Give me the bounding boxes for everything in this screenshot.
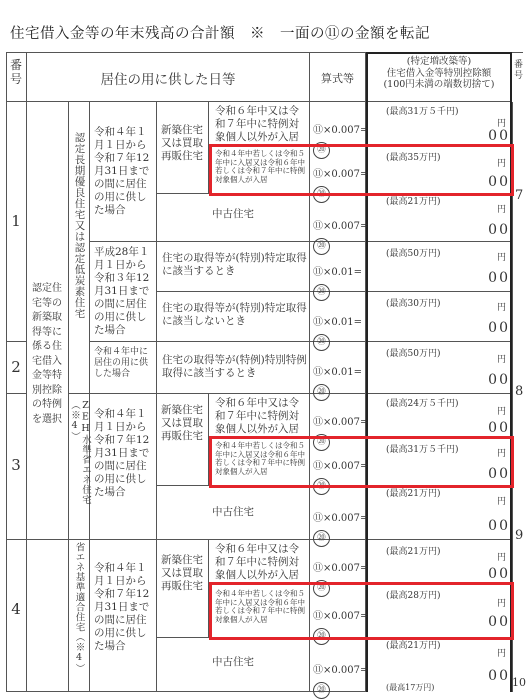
tokutei-yes: 住宅の取得等が(特別)特定取得に該当するとき (157, 242, 310, 292)
period-1: 令和４年１月１日から令和７年12月31日までの間に居住の用に供した場合 (90, 102, 157, 242)
formula-cell-2: ⑪×0.007=⑳ (310, 146, 366, 194)
header-right-num: 番号 (514, 60, 524, 81)
new-build-4: 新築住宅又は買取再販住宅 (157, 540, 209, 638)
amount-cell-7[interactable]: (最高24万５千円) 円 00 (368, 394, 510, 438)
right-num-9: 9 (515, 528, 524, 543)
header-formula: 算式等 (310, 52, 366, 102)
period-r4: 令和４年中に居住の用に供した場合 (90, 342, 157, 394)
type-long-life: 認定長期優良住宅又は認定低炭素住宅 (69, 102, 90, 394)
cond-general-4: 令和６年中又は令和７年中に特例対象個人以外が入居 (209, 540, 310, 584)
right-num-8: 8 (515, 384, 524, 399)
formula-cell-7: ⑪×0.007=⑳ (310, 394, 366, 438)
highlight-box-1 (209, 144, 514, 196)
highlight-box-2 (209, 436, 514, 488)
amount-cell-11[interactable]: (最高28万円) 円 00 (368, 584, 510, 638)
new-build-3: 新築住宅又は買取再販住宅 (157, 394, 209, 486)
cond-general-1: 令和６年中又は令和７年中に特例対象個人以外が入居 (209, 102, 310, 146)
period-4: 令和４年１月１日から令和７年12月31日までの間に居住の用に供した場合 (90, 540, 157, 692)
amount-cell-8[interactable]: (最高31万５千円) 円 00 (368, 438, 510, 486)
header-main: 居住の用に供した日等 (27, 52, 310, 102)
amount-cell-6[interactable]: (最高50万円) 円 00 (368, 342, 510, 394)
used-house-3: 中古住宅 (157, 486, 310, 540)
formula-cell-6: ⑪×0.01=⑳ (310, 342, 366, 394)
used-house-1: 中古住宅 (157, 194, 310, 242)
used-house-4: 中古住宅 (157, 638, 310, 692)
formula-cell-4: ⑪×0.01=⑳ (310, 242, 366, 292)
type-zeh: ZEH水準省エネ住宅（※4） (69, 394, 90, 540)
formula-cell-8: ⑪×0.007=⑳ (310, 438, 366, 486)
page-title: 住宅借入金等の年末残高の合計額 ※ 一面の⑪の金額を転記 (10, 26, 430, 42)
formula-cell-12: ⑪×0.007=⑳ (310, 638, 366, 692)
formula-cell-10: ⑪×0.007=⑳ (310, 540, 366, 584)
formula-cell-11: ⑪×0.007=⑳ (310, 584, 366, 638)
left-category: 認定住宅等の新築取得等に係る住宅借入金等特別控除の特例を選択 (27, 102, 69, 540)
type-energy: 省エネ基準適合住宅（※4） (69, 540, 90, 692)
formula-cell-1: ⑪×0.007=⑳ (310, 102, 366, 146)
row-number-2: 2 (6, 342, 27, 394)
formula-cell-9: ⑪×0.007=⑳ (310, 486, 366, 540)
row-number-4: 4 (6, 540, 27, 692)
tokurei: 住宅の取得等が(特例)特別特例取得に該当するとき (157, 342, 310, 394)
period-h28: 平成28年１月１日から令和３年12月31日までの間に居住の用に供した場合 (90, 242, 157, 342)
amount-cell-4[interactable]: (最高50万円) 円 00 (368, 242, 510, 292)
row-number-1: 1 (6, 102, 27, 342)
amount-cell-9[interactable]: (最高21万円) 円 00 (368, 486, 510, 540)
tokutei-no: 住宅の取得等が(特別)特定取得に該当しないとき (157, 292, 310, 342)
formula-cell-3: ⑪×0.007=⑳ (310, 194, 366, 242)
amount-cell-5[interactable]: (最高30万円) 円 00 (368, 292, 510, 342)
row-number-3: 3 (6, 394, 27, 540)
amount-cell-10[interactable]: (最高21万円) 円 00 (368, 540, 510, 584)
amount-cell-1[interactable]: (最高31万５千円) 円 00 (368, 102, 510, 146)
cond-special-3: 令和４年中若しくは令和５年中に入居又は令和６年中若しくは令和７年中に特例対象個人が入居 (209, 438, 310, 486)
new-build-1: 新築住宅又は買取再販住宅 (157, 102, 209, 194)
cond-special-1: 令和４年中若しくは令和５年中に入居又は令和６年中若しくは令和７年中に特例対象個人が入居 (209, 146, 310, 194)
amount-cell-2[interactable]: (最高35万円) 円 00 (368, 146, 510, 194)
amount-cell-3[interactable]: (最高21万円) 円 00 (368, 194, 510, 242)
highlight-box-3 (209, 582, 514, 640)
formula-cell-5: ⑪×0.01=⑳ (310, 292, 366, 342)
period-3: 令和４年１月１日から令和７年12月31日までの間に居住の用に供した場合 (90, 394, 157, 540)
cond-general-3: 令和６年中又は令和７年中に特例対象個人以外が入居 (209, 394, 310, 438)
left-category-lower (27, 540, 69, 692)
amount-cell-13-limit: (最高17万円) (386, 683, 435, 692)
header-special: (特定増改築等) 住宅借入金等特別控除額 (100円未満の端数切捨て) (368, 56, 510, 102)
cond-special-4: 令和４年中若しくは令和５年中に入居又は令和６年中若しくは令和７年中に特例対象個人が入居 (209, 584, 310, 638)
right-num-10: 10 (512, 676, 526, 689)
header-num: 番号 (6, 52, 27, 102)
amount-cell-12[interactable]: (最高21万円) 円 00 (386, 641, 510, 684)
right-num-7: 7 (515, 188, 524, 203)
